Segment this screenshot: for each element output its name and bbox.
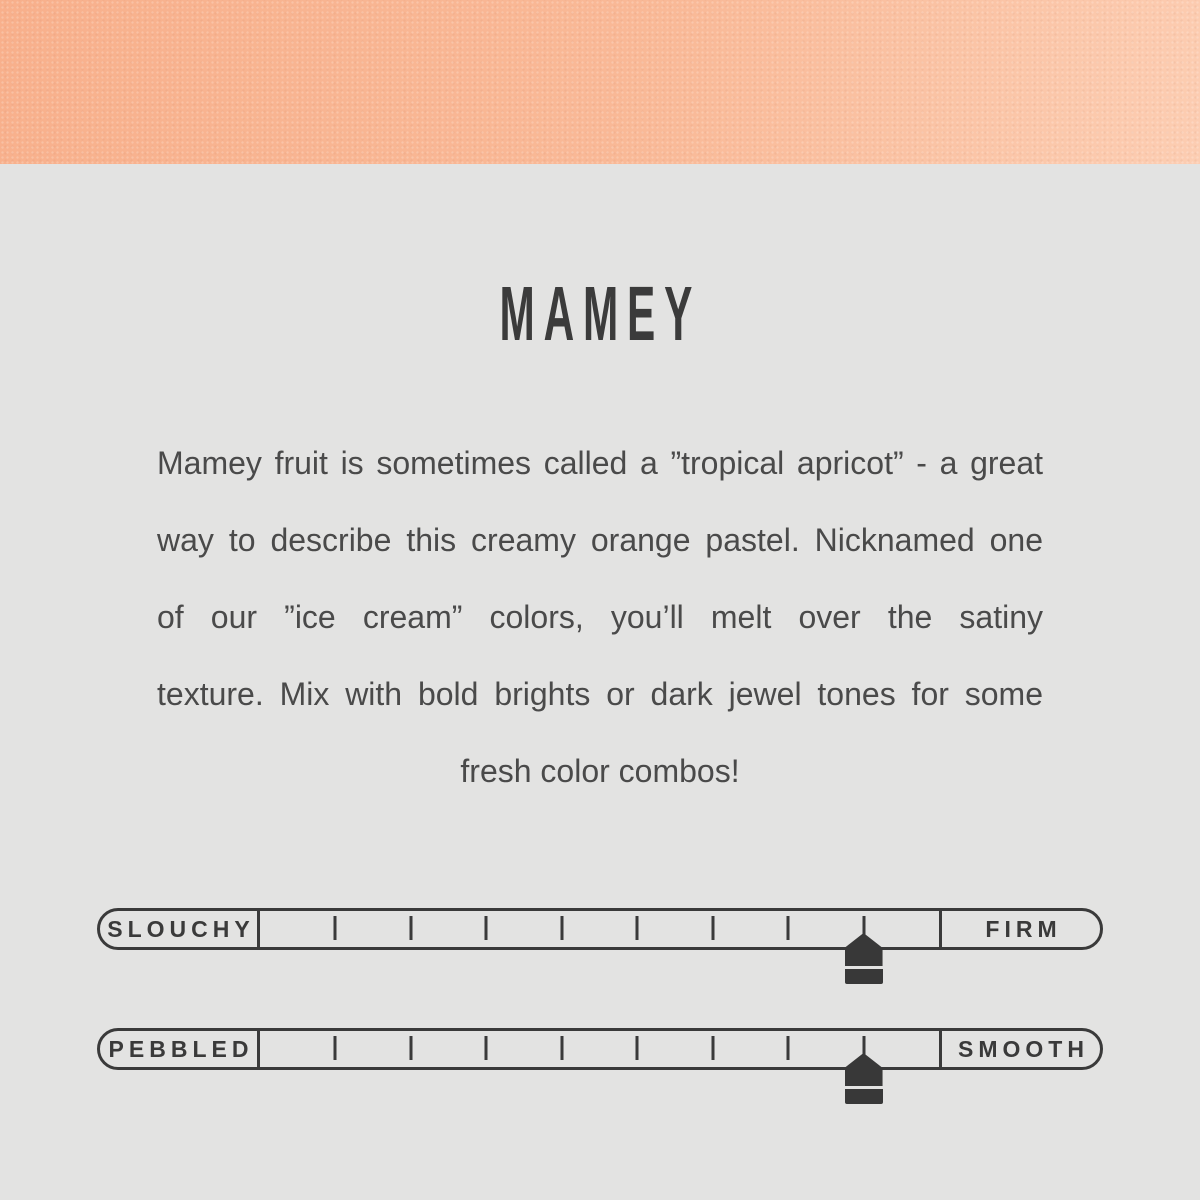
scale-tick — [711, 916, 714, 940]
scale-tick — [409, 1036, 412, 1060]
color-description — [157, 425, 1043, 810]
scale-left-label: PEBBLED — [108, 1035, 254, 1062]
scale-tick — [409, 916, 412, 940]
color-swatch — [0, 0, 1200, 164]
scale-tick — [711, 1036, 714, 1060]
scale-tick — [787, 916, 790, 940]
marker-nib-icon — [845, 1053, 883, 1086]
scale-left-label-cell — [100, 1031, 260, 1067]
scale-tick — [636, 1036, 639, 1060]
description-line: texture. Mix with bold brights or dark jewel tones for some — [157, 676, 1043, 712]
scale-right-label: SMOOTH — [958, 1035, 1089, 1062]
marker-nib-icon — [845, 933, 883, 966]
page-title: MAMEY — [499, 271, 701, 357]
scale-tick — [636, 916, 639, 940]
scale-track — [260, 911, 939, 947]
scale-slouchy-firm — [97, 908, 1103, 950]
scale-tick — [334, 1036, 337, 1060]
scale-tick — [334, 916, 337, 940]
scale-marker — [845, 1053, 883, 1104]
marker-base — [845, 969, 883, 984]
description-line: fresh color combos! — [460, 753, 740, 789]
scale-tick — [485, 916, 488, 940]
description-line: way to describe this creamy orange pastel. Nicknamed one — [157, 522, 1043, 558]
scale-tick — [787, 1036, 790, 1060]
scale-pebbled-smooth — [97, 1028, 1103, 1070]
description-line: Mamey fruit is sometimes called a ”tropical apricot” - a great — [157, 445, 1043, 481]
scale-left-label: SLOUCHY — [107, 915, 255, 942]
scale-right-label: FIRM — [985, 915, 1062, 942]
marker-base — [845, 1089, 883, 1104]
title-row — [0, 271, 1200, 357]
scale-tick — [485, 1036, 488, 1060]
scale-tick — [560, 916, 563, 940]
scale-track — [260, 1031, 939, 1067]
scale-right-label-cell — [939, 1031, 1100, 1067]
scale-tick — [560, 1036, 563, 1060]
description-line: of our ”ice cream” colors, you’ll melt over the satiny — [157, 599, 1043, 635]
scale-left-label-cell — [100, 911, 260, 947]
scale-right-label-cell — [939, 911, 1100, 947]
scale-marker — [845, 933, 883, 984]
